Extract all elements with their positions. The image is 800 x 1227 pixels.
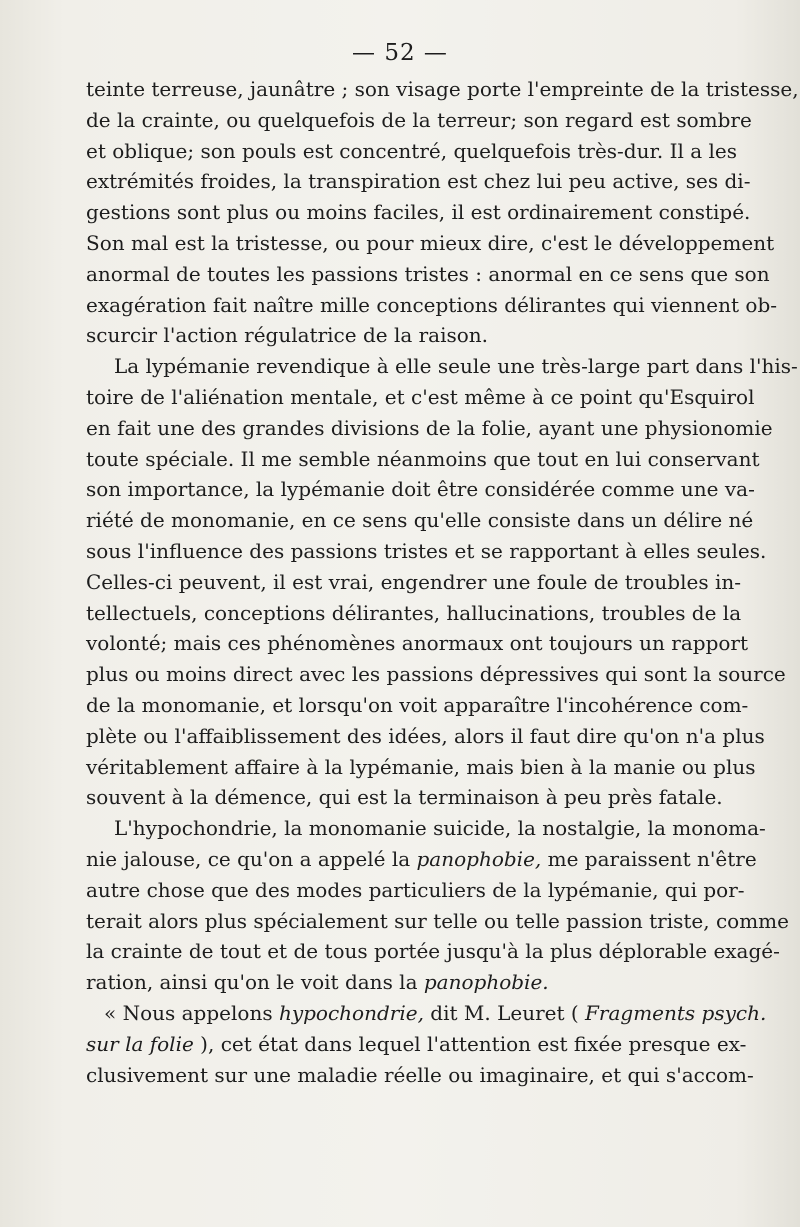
text-line: gestions sont plus ou moins faciles, il est ordinairement constipé. xyxy=(86,200,751,225)
text-line: plète ou l'affaiblissement des idées, alors il faut dire qu'on n'a plus xyxy=(86,723,765,748)
text-line: anormal de toutes les passions tristes : anormal en ce sens que son xyxy=(86,261,770,286)
text-line: et oblique; son pouls est concentré, quelquefois très-dur. Il a les xyxy=(86,138,737,163)
text-line: de la crainte, ou quelquefois de la terreur; son regard est sombre xyxy=(86,107,752,132)
text-line: autre chose que des modes particuliers de la lypémanie, qui por- xyxy=(86,877,745,902)
text-line: scurcir l'action régulatrice de la raison. xyxy=(86,323,489,348)
text-line: ration, ainsi qu'on le voit dans la panophobie. xyxy=(86,970,549,995)
text-line: La lypémanie revendique à elle seule une très-large part dans l'his- xyxy=(114,354,798,379)
text-line: son importance, la lypémanie doit être considérée comme une va- xyxy=(86,477,755,502)
text-line: véritablement affaire à la lypémanie, mais bien à la manie ou plus xyxy=(86,754,756,779)
text-line: exagération fait naître mille conceptions délirantes qui viennent ob- xyxy=(86,292,778,317)
page-number: — 52 — xyxy=(352,40,448,66)
text-line: volonté; mais ces phénomènes anormaux ont toujours un rapport xyxy=(86,631,749,656)
text-line: teinte terreuse, jaunâtre ; son visage porte l'empreinte de la tristesse, xyxy=(86,77,799,101)
text-line: terait alors plus spécialement sur telle ou telle passion triste, comme xyxy=(86,908,789,933)
text-line: sur la folie ), cet état dans lequel l'attention est fixée presque ex- xyxy=(86,1031,747,1056)
text-line: Celles-ci peuvent, il est vrai, engendrer une foule de troubles in- xyxy=(86,569,741,594)
text-line: extrémités froides, la transpiration est chez lui peu active, ses di- xyxy=(86,169,751,194)
text-line: souvent à la démence, qui est la terminaison à peu près fatale. xyxy=(86,785,723,810)
text-line: nie jalouse, ce qu'on a appelé la panophobie, me paraissent n'être xyxy=(86,846,757,871)
body-text xyxy=(86,74,799,1090)
text-line: clusivement sur une maladie réelle ou imaginaire, et qui s'accom- xyxy=(86,1062,754,1087)
text-line: en fait une des grandes divisions de la folie, ayant une physionomie xyxy=(86,415,773,440)
text-line: riété de monomanie, en ce sens qu'elle consiste dans un délire né xyxy=(86,508,754,533)
text-line: « Nous appelons hypochondrie, dit M. Leuret ( Fragments psych. xyxy=(104,1000,767,1025)
text-line: Son mal est la tristesse, ou pour mieux dire, c'est le développement xyxy=(86,230,775,255)
text-line: la crainte de tout et de tous portée jusqu'à la plus déplorable exagé- xyxy=(86,939,780,964)
text-line: sous l'influence des passions tristes et se rapportant à elles seules. xyxy=(86,538,767,563)
text-line: tellectuels, conceptions délirantes, hallucinations, troubles de la xyxy=(86,600,742,625)
text-line: toute spéciale. Il me semble néanmoins que tout en lui conservant xyxy=(86,446,760,471)
text-line: toire de l'aliénation mentale, et c'est même à ce point qu'Esquirol xyxy=(86,384,755,409)
text-line: de la monomanie, et lorsqu'on voit apparaître l'incohérence com- xyxy=(86,692,749,717)
text-line: L'hypochondrie, la monomanie suicide, la nostalgie, la monoma- xyxy=(114,816,766,841)
text-line: plus ou moins direct avec les passions dépressives qui sont la source xyxy=(86,662,786,687)
